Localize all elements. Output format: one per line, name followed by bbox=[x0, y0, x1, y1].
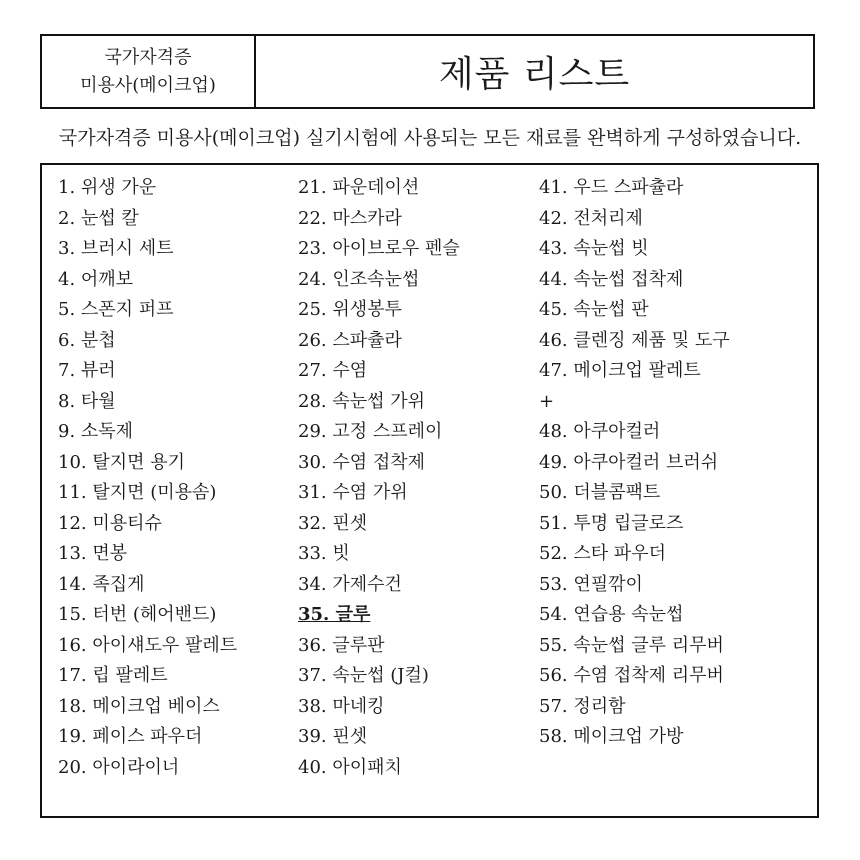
list-item: 23. 아이브로우 펜슬 bbox=[298, 238, 460, 259]
list-item: 17. 립 팔레트 bbox=[58, 665, 168, 686]
list-item: 20. 아이라이너 bbox=[58, 756, 180, 778]
list-item: 4. 어깨보 bbox=[58, 268, 134, 290]
product-column-1 bbox=[58, 173, 237, 783]
list-item: 52. 스타 파우더 bbox=[539, 543, 667, 564]
description: 국가자격증 미용사(메이크업) 실기시험에 사용되는 모든 재료를 완벽하게 구성하였습니다. bbox=[58, 127, 802, 149]
list-item: 19. 페이스 파우더 bbox=[58, 726, 203, 747]
list-item: 54. 연습용 속눈썹 bbox=[539, 604, 684, 625]
list-item: 58. 메이크업 가방 bbox=[539, 726, 684, 747]
cert-line-2: 미용사(메이크업) bbox=[80, 74, 216, 96]
list-item: 8. 타월 bbox=[58, 390, 116, 412]
list-item: 56. 수염 접착제 리무버 bbox=[539, 665, 724, 686]
list-item: 55. 속눈썹 글루 리무버 bbox=[539, 634, 724, 656]
list-item: 38. 마네킹 bbox=[298, 695, 385, 717]
list-separator: + bbox=[539, 390, 555, 412]
cert-line-1: 국가자격증 bbox=[104, 46, 192, 68]
list-item: 2. 눈썹 칼 bbox=[58, 207, 139, 229]
list-item: 7. 뷰러 bbox=[58, 360, 116, 381]
product-list bbox=[40, 163, 819, 818]
list-item: 36. 글루판 bbox=[298, 634, 385, 656]
page-title: 제품 리스트 bbox=[438, 54, 631, 95]
list-item: 15. 터번 (헤어밴드) bbox=[58, 604, 217, 625]
list-item: 39. 핀셋 bbox=[298, 726, 368, 747]
list-item: 5. 스폰지 퍼프 bbox=[58, 299, 174, 320]
list-item: 29. 고정 스프레이 bbox=[298, 421, 443, 442]
list-item: 49. 아쿠아컬러 브러쉬 bbox=[539, 451, 719, 473]
list-item: 44. 속눈썹 접착제 bbox=[539, 268, 684, 290]
list-item: 14. 족집게 bbox=[58, 573, 145, 595]
list-item: 40. 아이패치 bbox=[298, 756, 402, 778]
list-item: 21. 파운데이션 bbox=[298, 177, 420, 198]
list-item: 33. 빗 bbox=[298, 543, 350, 564]
list-item: 50. 더블콤팩트 bbox=[539, 482, 661, 503]
list-item: 57. 정리함 bbox=[539, 695, 626, 717]
list-item: 37. 속눈썹 (J컬) bbox=[298, 665, 429, 686]
list-item: 22. 마스카라 bbox=[298, 207, 402, 229]
list-item: 34. 가제수건 bbox=[298, 573, 402, 595]
list-item: 13. 면봉 bbox=[58, 543, 128, 564]
list-item: 25. 위생봉투 bbox=[298, 299, 402, 320]
list-item: 24. 인조속눈썹 bbox=[298, 268, 420, 290]
list-item: 41. 우드 스파츌라 bbox=[539, 177, 684, 198]
list-item: 48. 아쿠아컬러 bbox=[539, 421, 661, 442]
list-item: 43. 속눈썹 빗 bbox=[539, 238, 649, 259]
product-column-3 bbox=[539, 173, 730, 753]
list-item: 11. 탈지면 (미용솜) bbox=[58, 482, 217, 503]
list-item: 30. 수염 접착제 bbox=[298, 451, 426, 473]
product-column-2 bbox=[298, 173, 460, 783]
list-item: 26. 스파츌라 bbox=[298, 329, 402, 351]
list-item: 10. 탈지면 용기 bbox=[58, 451, 186, 473]
list-item: 46. 클렌징 제품 및 도구 bbox=[539, 329, 730, 351]
list-item: 18. 메이크업 베이스 bbox=[58, 695, 220, 717]
list-item: 53. 연필깎이 bbox=[539, 573, 643, 595]
header-box bbox=[40, 34, 815, 109]
list-item: 32. 핀셋 bbox=[298, 512, 368, 534]
list-item: 27. 수염 bbox=[298, 360, 368, 381]
list-item: 12. 미용티슈 bbox=[58, 512, 162, 534]
list-item: 31. 수염 가위 bbox=[298, 482, 408, 503]
list-item: 47. 메이크업 팔레트 bbox=[539, 360, 701, 381]
list-item: 28. 속눈썹 가위 bbox=[298, 390, 426, 412]
list-item: 1. 위생 가운 bbox=[58, 177, 157, 198]
list-item: 35. 글루 bbox=[298, 604, 371, 625]
list-item: 51. 투명 립글로즈 bbox=[539, 512, 684, 534]
list-item: 16. 아이섀도우 팔레트 bbox=[58, 634, 238, 656]
list-item: 42. 전처리제 bbox=[539, 207, 643, 229]
list-item: 6. 분첩 bbox=[58, 329, 116, 351]
list-item: 9. 소독제 bbox=[58, 421, 134, 442]
certification-label bbox=[42, 36, 256, 107]
list-item: 45. 속눈썹 판 bbox=[539, 299, 649, 320]
list-item: 3. 브러시 세트 bbox=[58, 238, 174, 259]
